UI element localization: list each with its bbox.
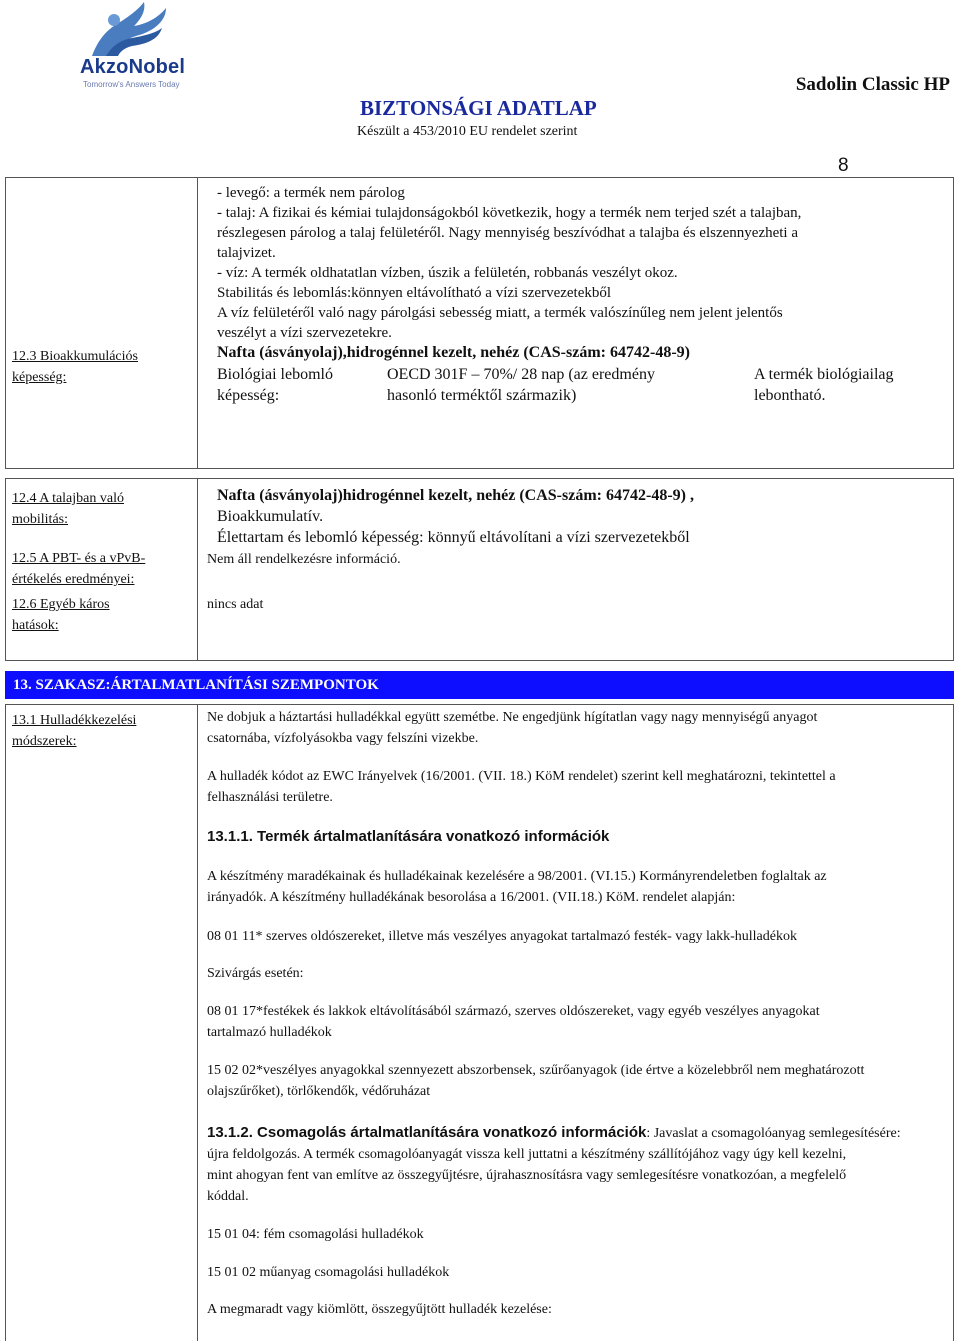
table1-top-border [5, 177, 954, 178]
waste-code-150104: 15 01 04: fém csomagolási hulladékok [207, 1227, 424, 1242]
table2-bottom-border [5, 660, 954, 661]
document-subtitle: Készült a 453/2010 EU rendelet szerint [357, 124, 578, 139]
text-line: - levegő: a termék nem párolog [217, 185, 405, 201]
mobility-text [217, 485, 694, 548]
bio-col2: OECD 301F – 70%/ 28 nap (az eredmény hasonló terméktől származik) [387, 366, 655, 404]
text-line: - talaj: A fizikai és kémiai tulajdonságokból következik, hogy a termék nem terjed szét a talajban, [217, 205, 802, 221]
table2-divider [197, 478, 198, 661]
text-line: veszélyt a vízi szervezetekre. [217, 325, 392, 341]
logo-figure-icon [62, 0, 172, 58]
table1-divider [197, 177, 198, 469]
table3-right-border [953, 704, 954, 1341]
table1-right-border [953, 177, 954, 469]
text-line: A víz felületéről való nagy párolgási sebesség miatt, a termék valószínűleg nem jelent jelentős [217, 305, 783, 321]
document-title: BIZTONSÁGI ADATLAP [360, 96, 597, 120]
text-line: talajvizet. [217, 245, 276, 261]
subheading-13-1-1: 13.1.1. Termék ártalmatlanítására vonatkozó információk [207, 828, 610, 845]
bio-col1: Biológiai lebomló képesség: [217, 366, 333, 404]
bioakk-text: Bioakkumulatív. [217, 508, 324, 525]
product-name: Sadolin Classic HP [795, 74, 950, 95]
label-12-6: 12.6 Egyéb káros hatások: [12, 597, 110, 633]
spilled-waste-label: A megmaradt vagy kiömlött, összegyűjtött hulladék kezelése: [207, 1302, 552, 1317]
table2-left-border [5, 478, 6, 661]
section13-header [5, 671, 954, 699]
waste-code-150102: 15 01 02 műanyag csomagolási hulladékok [207, 1265, 450, 1280]
waste-code-080111: 08 01 11* szerves oldószereket, illetve más veszélyes anyagokat tartalmazó festék- vagy lakk-hulladékok [207, 929, 797, 944]
disposal-para-1: Ne dobjuk a háztartási hulladékkal együtt szemétbe. Ne engedjünk hígítatlan vagy nagy mennyiségű anyagot csatornába, vízfolyásokba vagy felszíni vizekbe. [207, 710, 818, 746]
nafta-heading: Nafta (ásványolaj),hidrogénnel kezelt, nehéz (CAS-szám: 64742-48-9) [217, 344, 690, 361]
page-number: 8 [838, 155, 849, 176]
table3-divider [197, 704, 198, 1341]
leak-label: Szivárgás esetén: [207, 966, 304, 981]
waste-code-080117: 08 01 17*festékek és lakkok eltávolításából származó, szerves oldószereket, vagy egyéb veszélyes anyagokat tartalmazó hulladékok [207, 1004, 820, 1040]
table2-top-border [5, 478, 954, 479]
lifetime-text: Élettartam és lebomló képesség: könnyű eltávolítani a vízi szervezetekből [217, 529, 690, 546]
disposal-para-3: A készítmény maradékainak és hulladékainak kezelésére a 98/2001. (VI.15.) Kormányrendeletben foglaltak az irányadók. A készítmény hulladékának besorolása a 16/2001. (VII.18.) KöM. rendelet alapján: [207, 869, 827, 905]
text-line: Stabilitás és lebomlás:könnyen eltávolítható a vízi szervezetekből [217, 285, 612, 301]
pbt-value: Nem áll rendelkezésre információ. [207, 552, 401, 567]
section12-text-block [217, 183, 937, 343]
packaging-disposal-para: 13.1.2. Csomagolás ártalmatlanítására vonatkozó információk: Javaslat a csomagolóanyag semlegesítésére: újra feldolgozás. A termék csomagolóanyagát vissza kell juttatni a készítmény szállítójához vagy úgy kell kezelni, mint ahogyan fent van említve az összegyűjtésre, újrahasznosításra vagy semlegesítésre vonatkozóan, a megfelelő kóddal. [207, 1124, 901, 1204]
waste-code-150202: 15 02 02*veszélyes anyagokkal szennyezett abszorbensek, szűrőanyagok (ide értve a közelebbről nem meghatározott olajszűrőket), törlőkendők, védőruházat [207, 1063, 865, 1099]
table1-left-border [5, 177, 6, 469]
disposal-para-2: A hulladék kódot az EWC Irányelvek (16/2001. (VII. 18.) KöM rendelet) szerint kell meghatározni, tekintettel a felhasználási területre. [207, 769, 836, 805]
text-line: - víz: A termék oldhatatlan vízben, úszik a felületén, robbanás veszélyt okoz. [217, 265, 678, 281]
label-12-5: 12.5 A PBT- és a vPvB- értékelés eredményei: [12, 551, 146, 587]
table2-right-border [953, 478, 954, 661]
table3-left-border [5, 704, 6, 1341]
label-12-4: 12.4 A talajban való mobilitás: [12, 491, 124, 527]
table3-top-border [5, 704, 954, 705]
label-13-1: 13.1 Hulladékkezelési módszerek: [12, 713, 137, 749]
nafta-heading-2: Nafta (ásványolaj)hidrogénnel kezelt, nehéz (CAS-szám: 64742-48-9) , [217, 487, 694, 504]
bio-col3: A termék biológiailag lebontható. [754, 366, 894, 404]
text-line: részlegesen párolog a talaj felületéről. Nagy mennyiség beszívódhat a talajba és elszennyezheti a [217, 225, 799, 241]
label-12-3: 12.3 Bioakkumulációs képesség: [12, 349, 138, 385]
logo-tagline: Tomorrow's Answers Today [83, 80, 180, 89]
other-effects-value: nincs adat [207, 597, 264, 612]
subheading-13-1-2: 13.1.2. Csomagolás ártalmatlanítására vonatkozó információk [207, 1124, 647, 1141]
logo-wordmark: AkzoNobel [80, 56, 186, 78]
section13-title: 13. SZAKASZ:ÁRTALMATLANÍTÁSI SZEMPONTOK [13, 677, 379, 693]
table1-bottom-border [5, 468, 954, 469]
